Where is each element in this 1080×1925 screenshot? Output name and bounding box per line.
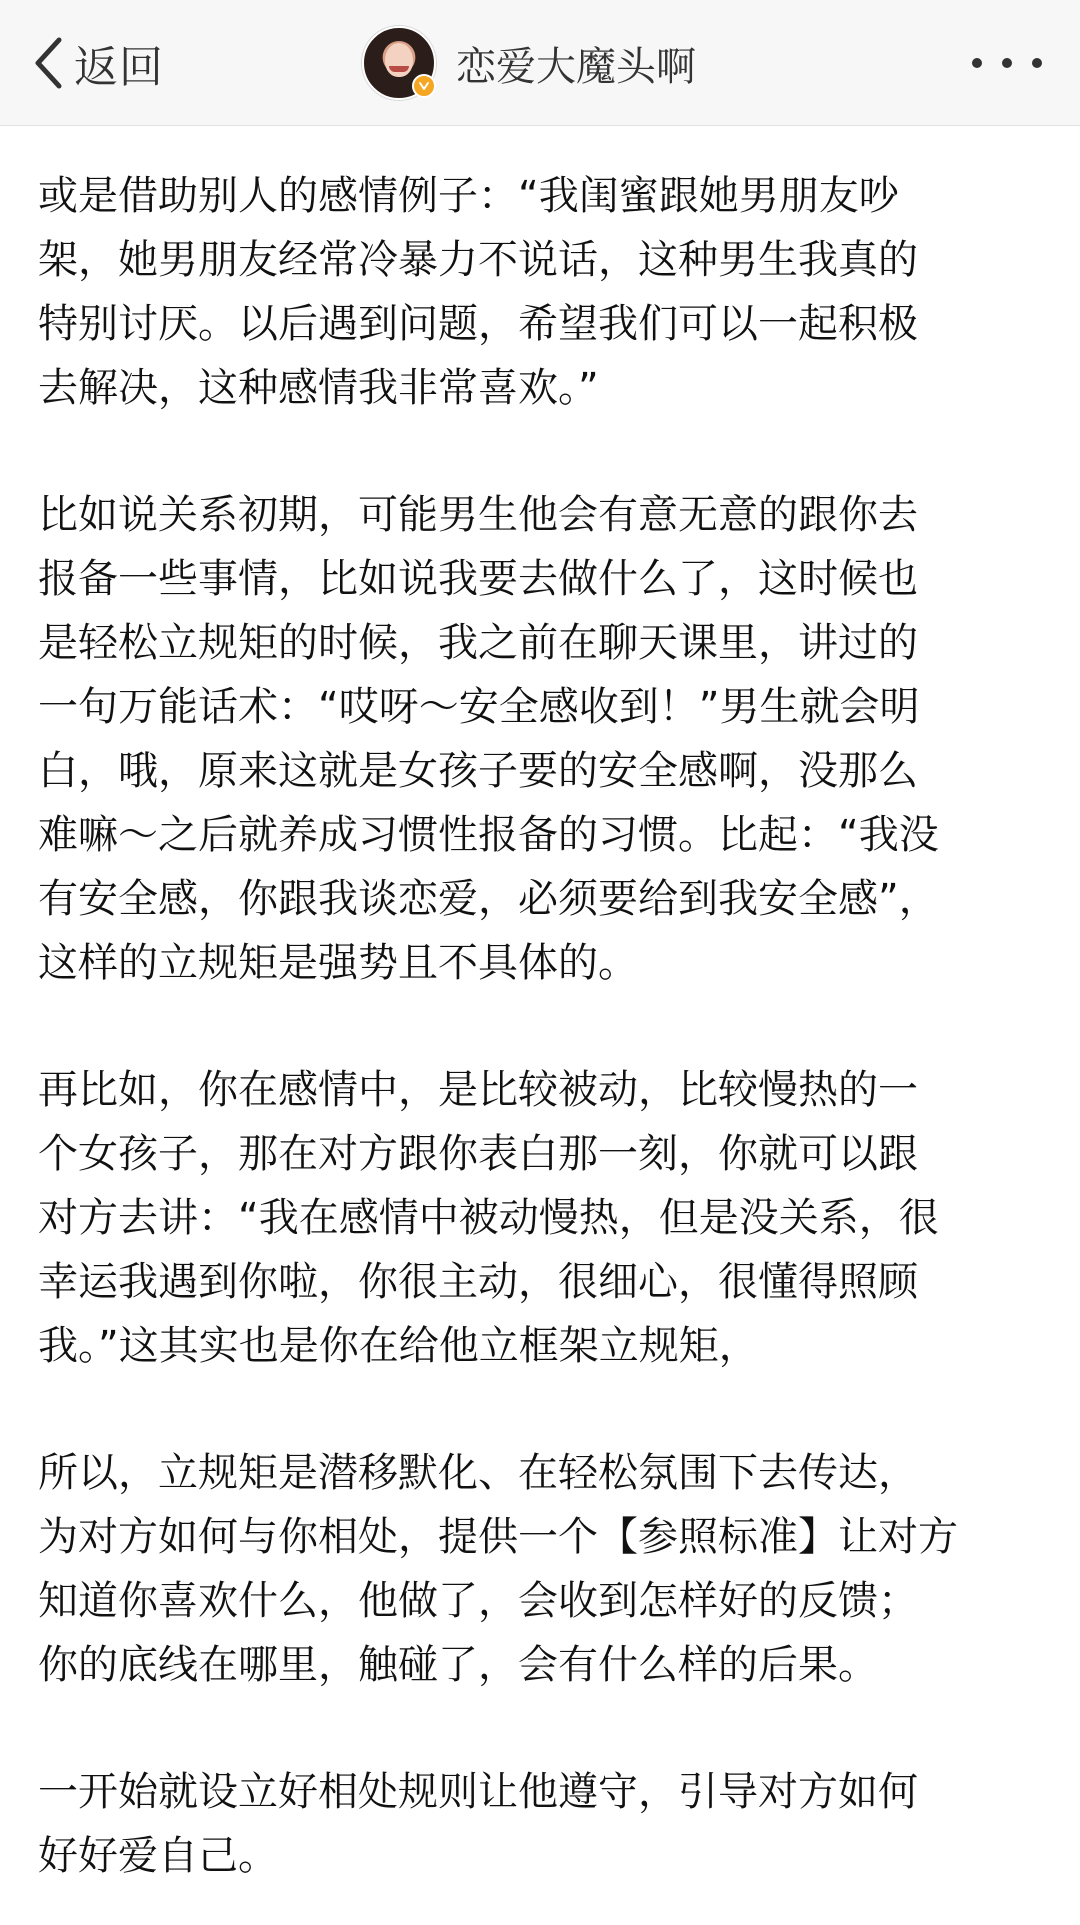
article-paragraph-3: 再比如，你在感情中，是比较被动，比较慢热的一 个女孩子，那在对方跟你表白那一刻，你就可以跟 对方去讲：“我在感情中被动慢热，但是没关系，很 幸运我遇到你啦，你很主动，很细心，很懂得照顾 我。”这其实也是你在给他立框架立规矩，	[38, 1067, 939, 1369]
account-title[interactable]	[362, 26, 696, 100]
article-paragraph-5: 一开始就设立好相处规则让他遵守，引导对方如何 好好爱自己。	[38, 1769, 918, 1879]
verified-check-icon	[417, 79, 431, 93]
article-paragraph-2: 比如说关系初期，可能男生他会有意无意的跟你去 报备一些事情，比如说我要去做什么了，这时候也 是轻松立规矩的时候，我之前在聊天课里，讲过的 一句万能话术：“哎呀～安全感收到！”男生就会明 白，哦，原来这就是女孩子要的安全感啊，没那么 难嘛～之后就养成习惯性报备的习惯。比起：“我没 有安全感，你跟我谈恋爱，必须要给到我安全感”， 这样的立规矩是强势且不具体的。	[38, 492, 939, 986]
more-dot-icon	[972, 58, 982, 68]
more-dot-icon	[1032, 58, 1042, 68]
back-button[interactable]	[30, 28, 164, 98]
article-paragraph-4: 所以，立规矩是潜移默化、在轻松氛围下去传达， 为对方如何与你相处，提供一个【参照标准】让对方 知道你喜欢什么，他做了，会收到怎样好的反馈； 你的底线在哪里，触碰了，会有什么样的后果。	[38, 1450, 958, 1688]
top-navigation-bar	[0, 0, 1080, 126]
article-content	[38, 164, 1048, 1888]
verified-badge-icon	[412, 74, 436, 98]
chevron-left-icon	[30, 34, 66, 92]
back-label: 返回	[74, 42, 164, 93]
more-options-button[interactable]	[972, 50, 1042, 76]
article-paragraph-1: 或是借助别人的感情例子：“我闺蜜跟她男朋友吵 架，她男朋友经常冷暴力不说话，这种男生我真的 特别讨厌。以后遇到问题，希望我们可以一起积极 去解决，这种感情我非常喜欢。”	[38, 173, 918, 411]
more-dot-icon	[1002, 58, 1012, 68]
avatar[interactable]	[362, 26, 436, 100]
account-name: 恋爱大魔头啊	[456, 43, 696, 90]
